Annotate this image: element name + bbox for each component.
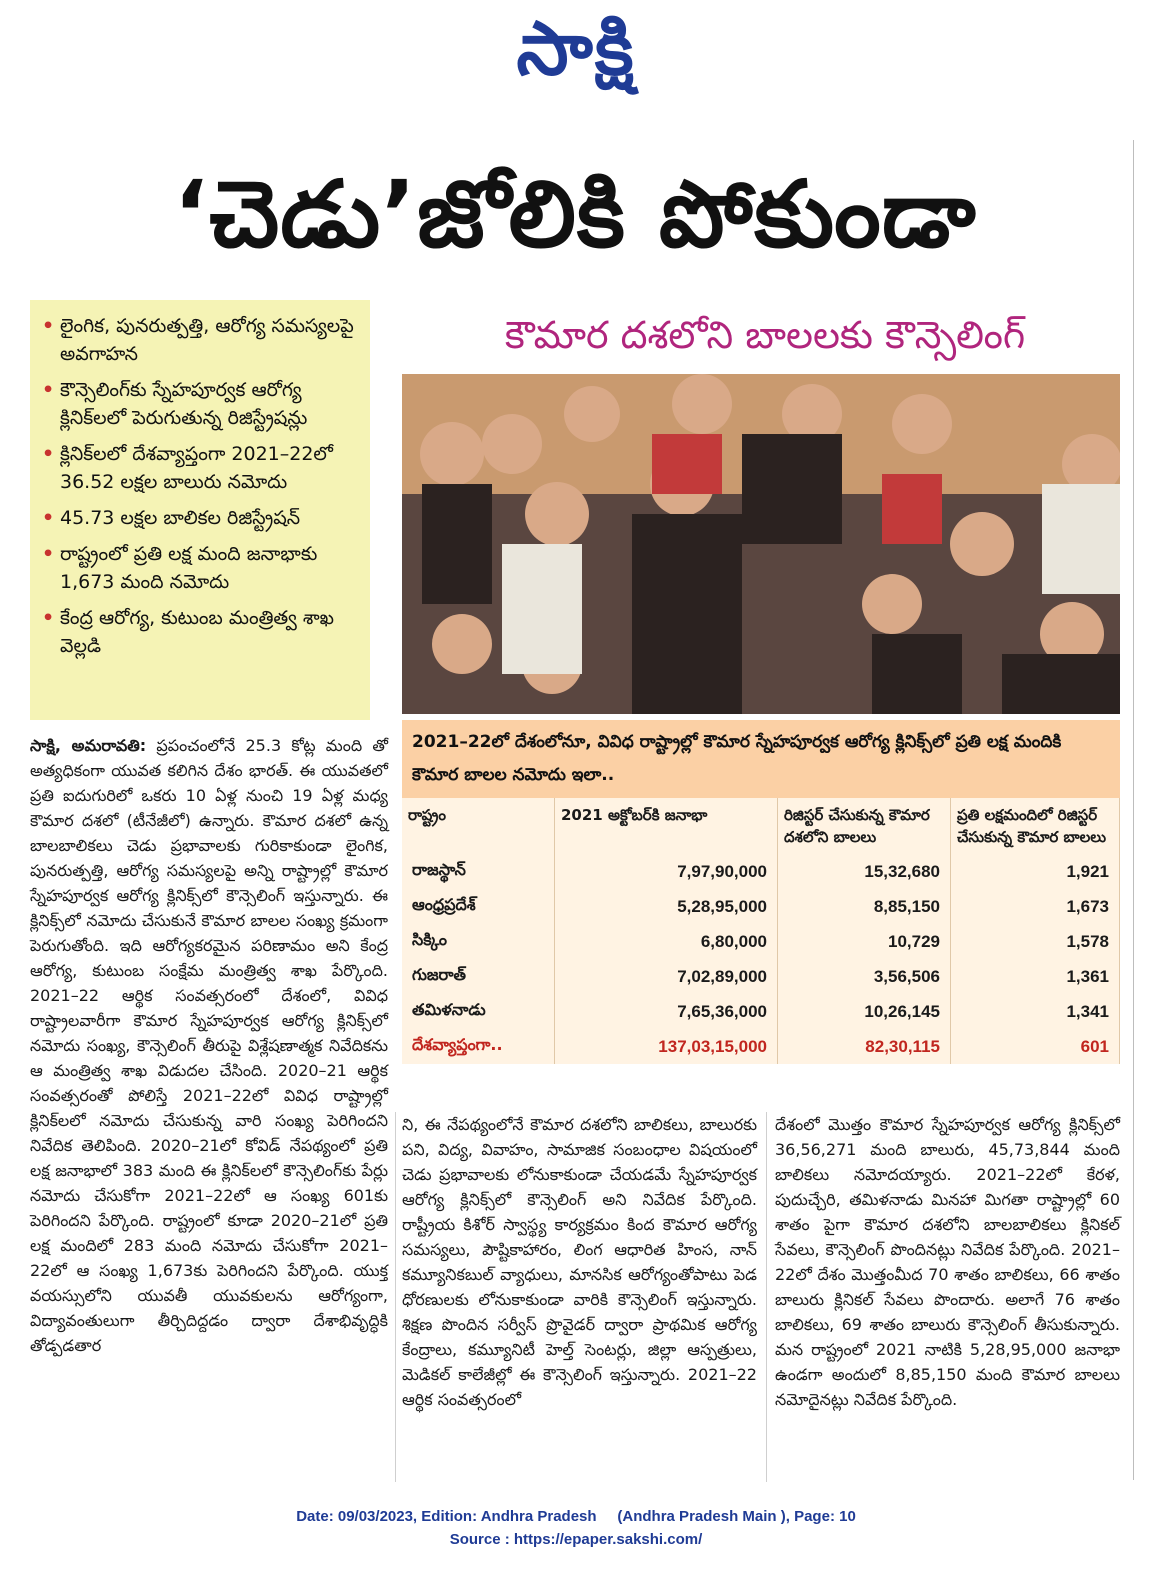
column-header: ప్రతి లక్షమందిలో రిజిస్టర్‌ చేసుకున్న కౌమార బాలలు xyxy=(951,798,1120,854)
article-column-2 xyxy=(402,1112,757,1412)
footer-source: Source : https://epaper.sakshi.com/ xyxy=(449,1531,703,1548)
per-lakh-cell: 601 xyxy=(951,1029,1120,1064)
highlights-box xyxy=(30,300,370,720)
column-header: రిజిస్టర్‌ చేసుకున్న కౌమార దశలోని బాలలు xyxy=(778,798,951,854)
article-headline: ‘చెడు’జోలికి పోకుండా xyxy=(173,161,977,268)
bullet-icon: • xyxy=(42,379,55,401)
highlight-item: • రాష్ట్రంలో ప్రతి లక్ష మంది జనాభాకు 1,673 మంది నమోదు xyxy=(42,540,360,596)
state-cell: గుజరాత్‌ xyxy=(402,959,555,994)
registered-cell: 8,85,150 xyxy=(778,889,951,924)
table-row xyxy=(402,959,1120,994)
footer-edition-info: Date: 09/03/2023, Edition: Andhra Pradesh (Andhra Pradesh Main ), Page: 10 xyxy=(296,1508,856,1525)
masthead xyxy=(0,8,1152,108)
bullet-icon: • xyxy=(42,443,55,465)
table-title: 2021–22లో దేశంలోనూ, వివిధ రాష్ట్రాల్లో కౌమార స్నేహపూర్వక ఆరోగ్య క్లినిక్స్‌లో ప్రతి లక్ష మందికి కౌమార బాలల నమోదు ఇలా.. xyxy=(402,720,1120,798)
table-header-row xyxy=(402,798,1120,854)
bullet-icon: • xyxy=(42,315,55,337)
table-row xyxy=(402,889,1120,924)
registered-cell: 10,26,145 xyxy=(778,994,951,1029)
highlight-item: • 45.73 లక్షల బాలికల రిజిస్ట్రేషన్‌ xyxy=(42,504,360,532)
state-cell: తమిళనాడు xyxy=(402,994,555,1029)
table-row xyxy=(402,924,1120,959)
group-photo-illustration xyxy=(402,374,1120,714)
stats-table xyxy=(402,798,1120,1064)
bullet-icon: • xyxy=(42,607,55,629)
article-text: ప్రపంచంలోనే 25.3 కోట్ల మంది తో అత్యధికంగా యువత కలిగిన దేశం భారత్‌. ఈ యువతలో ప్రతి ఐదుగురిలో ఒకరు 10 ఏళ్ల నుంచి 19 ఏళ్ల మధ్య కౌమార దశలో (టీనేజీలో) ఉన్నారు. కౌమార దశలో ఉన్న బాలబాలికలు చెడు ప్రభావాలకు గురికాకుండా లైంగిక, పునరుత్పత్తి, ఆరోగ్య సమస్యలపై అన్ని రాష్ట్రాల్లో కౌమార స్నేహపూర్వక ఆరోగ్య క్లినిక్స్‌లో కౌన్సెలింగ్‌ ఇస్తున్నారు. ఈ క్లినిక్స్‌లో నమోదు చేసుకునే కౌమార బాలల సంఖ్య క్రమంగా పెరుగుతోంది. ఇది ఆరోగ్యకరమైన పరిణామం అని కేంద్ర ఆరోగ్య, కుటుంబ సంక్షేమ మంత్రిత్వ శాఖ పేర్కొంది. 2021–22 ఆర్థిక సంవత్సరంలో దేశంలో, వివిధ రాష్ట్రాలవారీగా కౌమార స్నేహపూర్వక ఆరోగ్య క్లినిక్స్‌లో నమోదు సంఖ్య, కౌన్సెలింగ్‌ తీరుపై విశ్లేషణాత్మక నివేదికను ఆ మంత్రిత్వ శాఖ విడుదల చేసింది. 2020–21 ఆర్థిక సంవత్సరంతో పోలిస్తే 2021–22లో వివిధ రాష్ట్రాల్లో క్లినిక్‌లలో నమోదు చేసుకున్న వారి సంఖ్య పెరిగిందని నివేదిక తెలిపింది. 2020–21లో కోవిడ్‌ నేపథ్యంలో ప్రతి లక్ష జనాభాలో 383 మంది ఈ క్లినిక్‌లలో కౌన్సెలింగ్‌కు పేర్లు నమోదు చేసుకోగా 2021–22లో ఆ సంఖ్య 601కు పెరిగిందని పేర్కొంది. రాష్ట్రంలో కూడా 2020–21లో ప్రతి లక్ష మందిలో 283 మంది నమోదు చేసుకోగా 2021–22లో ఆ సంఖ్య 1,673కు పెరిగిందని పేర్కొంది. యుక్త వయస్సులోని యువతీ యువకులను ఆరోగ్యంగా, విద్యావంతులుగా తీర్చిదిద్దడం ద్వారా దేశాభివృద్ధికి తోడ్పడతార xyxy=(30,736,388,1355)
article-text: ని, ఈ నేపథ్యంలోనే కౌమార దశలోని బాలికలు, బాలురకు పని, విద్య, వివాహం, సామాజిక సంబంధాల విషయంలో చెడు ప్రభావాలకు లోనుకాకుండా చేయడమే స్నేహపూర్వక ఆరోగ్య క్లినిక్స్‌లో కౌన్సెలింగ్‌ అని నివేదిక పేర్కొంది. రాష్ట్రీయ కిశోర్‌ స్వాస్థ్య కార్యక్రమం కింద కౌమార ఆరోగ్య సమస్యలు, పౌష్టికాహారం, లింగ ఆధారిత హింస, నాన్‌ కమ్యూనికబుల్‌ వ్యాధులు, మానసిక ఆరోగ్యంతోపాటు పెడ ధోరణులకు లోనుకాకుండా వారికి కౌన్సెలింగ్‌ ఇస్తున్నారు. శిక్షణ పొందిన సర్వీస్‌ ప్రొవైడర్‌ ద్వారా ప్రాథమిక ఆరోగ్య కేంద్రాలు, కమ్యూనిటీ హెల్త్‌ సెంటర్లు, జిల్లా ఆస్పత్రులు, మెడికల్‌ కాలేజీల్లో ఈ కౌన్సెలింగ్‌ ఇస్తున్నారు. 2021–22 ఆర్థిక సంవత్సరంలో xyxy=(402,1115,757,1409)
column-header: రాష్ట్రం xyxy=(402,798,555,854)
highlight-item: • లైంగిక, పునరుత్పత్తి, ఆరోగ్య సమస్యలపై అవగాహన xyxy=(42,312,360,368)
article-subheadline: కౌమార దశలోని బాలలకు కౌన్సెలింగ్‌ xyxy=(504,313,1026,357)
state-cell: సిక్కిం xyxy=(402,924,555,959)
table-total-row xyxy=(402,1029,1120,1064)
column-divider xyxy=(766,1112,767,1482)
population-cell: 5,28,95,000 xyxy=(555,889,778,924)
state-cell: ఆంధ్రప్రదేశ్‌ xyxy=(402,889,555,924)
highlight-item: • కేంద్ర ఆరోగ్య, కుటుంబ మంత్రిత్వ శాఖ వెల్లడి xyxy=(42,604,360,660)
table-row xyxy=(402,854,1120,889)
population-cell: 6,80,000 xyxy=(555,924,778,959)
highlight-item: • కౌన్సెలింగ్‌కు స్నేహపూర్వక ఆరోగ్య క్లినిక్‌లలో పెరుగుతున్న రిజిస్ట్రేషన్లు xyxy=(42,376,360,432)
registered-cell: 3,56,506 xyxy=(778,959,951,994)
state-cell: దేశవ్యాప్తంగా.. xyxy=(402,1029,555,1064)
group-photo xyxy=(402,374,1120,714)
bullet-icon: • xyxy=(42,543,55,565)
page-footer xyxy=(0,1505,1152,1551)
article-text: దేశంలో మొత్తం కౌమార స్నేహపూర్వక ఆరోగ్య క్లినిక్స్‌లో 36,56,271 మంది బాలురు, 45,73,844 మంది బాలికలు నమోదయ్యారు. 2021–22లో కేరళ, పుదుచ్చేరి, తమిళనాడు మినహా మిగతా రాష్ట్రాల్లో 60 శాతం పైగా కౌమార దశలోని బాలబాలికలు క్లినికల్‌ సేవలు, కౌన్సెలింగ్‌ పొందినట్లు నివేదిక పేర్కొంది. 2021–22లో దేశం మొత్తంమీద 70 శాతం బాలికలు, 66 శాతం బాలురు క్లినికల్‌ సేవలు పొందారు. అలాగే 76 శాతం బాలికలు, 69 శాతం బాలురు కౌన్సెలింగ్‌ తీసుకున్నారు. మన రాష్ట్రంలో 2021 నాటికి 5,28,95,000 జనాభా ఉండగా అందులో 8,85,150 మంది కౌమార బాలలు నమోదైనట్లు నివేదిక పేర్కొంది. xyxy=(775,1115,1120,1409)
per-lakh-cell: 1,673 xyxy=(951,889,1120,924)
per-lakh-cell: 1,361 xyxy=(951,959,1120,994)
population-cell: 7,02,89,000 xyxy=(555,959,778,994)
registered-cell: 15,32,680 xyxy=(778,854,951,889)
column-header: 2021 అక్టోబర్‌కి జనాభా xyxy=(555,798,778,854)
registered-cell: 10,729 xyxy=(778,924,951,959)
bullet-icon: • xyxy=(42,507,55,529)
newspaper-logo: సాక్షి xyxy=(516,6,636,92)
stats-table-box xyxy=(402,720,1120,1100)
registered-cell: 82,30,115 xyxy=(778,1029,951,1064)
population-cell: 7,65,36,000 xyxy=(555,994,778,1029)
article-column-3 xyxy=(775,1112,1120,1412)
population-cell: 137,03,15,000 xyxy=(555,1029,778,1064)
dateline: సాక్షి, అమరావతి: xyxy=(30,736,147,755)
page-edge-rule xyxy=(1133,140,1134,1480)
per-lakh-cell: 1,341 xyxy=(951,994,1120,1029)
per-lakh-cell: 1,578 xyxy=(951,924,1120,959)
table-row xyxy=(402,994,1120,1029)
per-lakh-cell: 1,921 xyxy=(951,854,1120,889)
highlight-item: • క్లినిక్‌లలో దేశవ్యాప్తంగా 2021–22లో 36.52 లక్షల బాలురు నమోదు xyxy=(42,440,360,496)
population-cell: 7,97,90,000 xyxy=(555,854,778,889)
article-column-1 xyxy=(30,733,388,1358)
state-cell: రాజస్థాన్‌ xyxy=(402,854,555,889)
column-divider xyxy=(395,1112,396,1482)
